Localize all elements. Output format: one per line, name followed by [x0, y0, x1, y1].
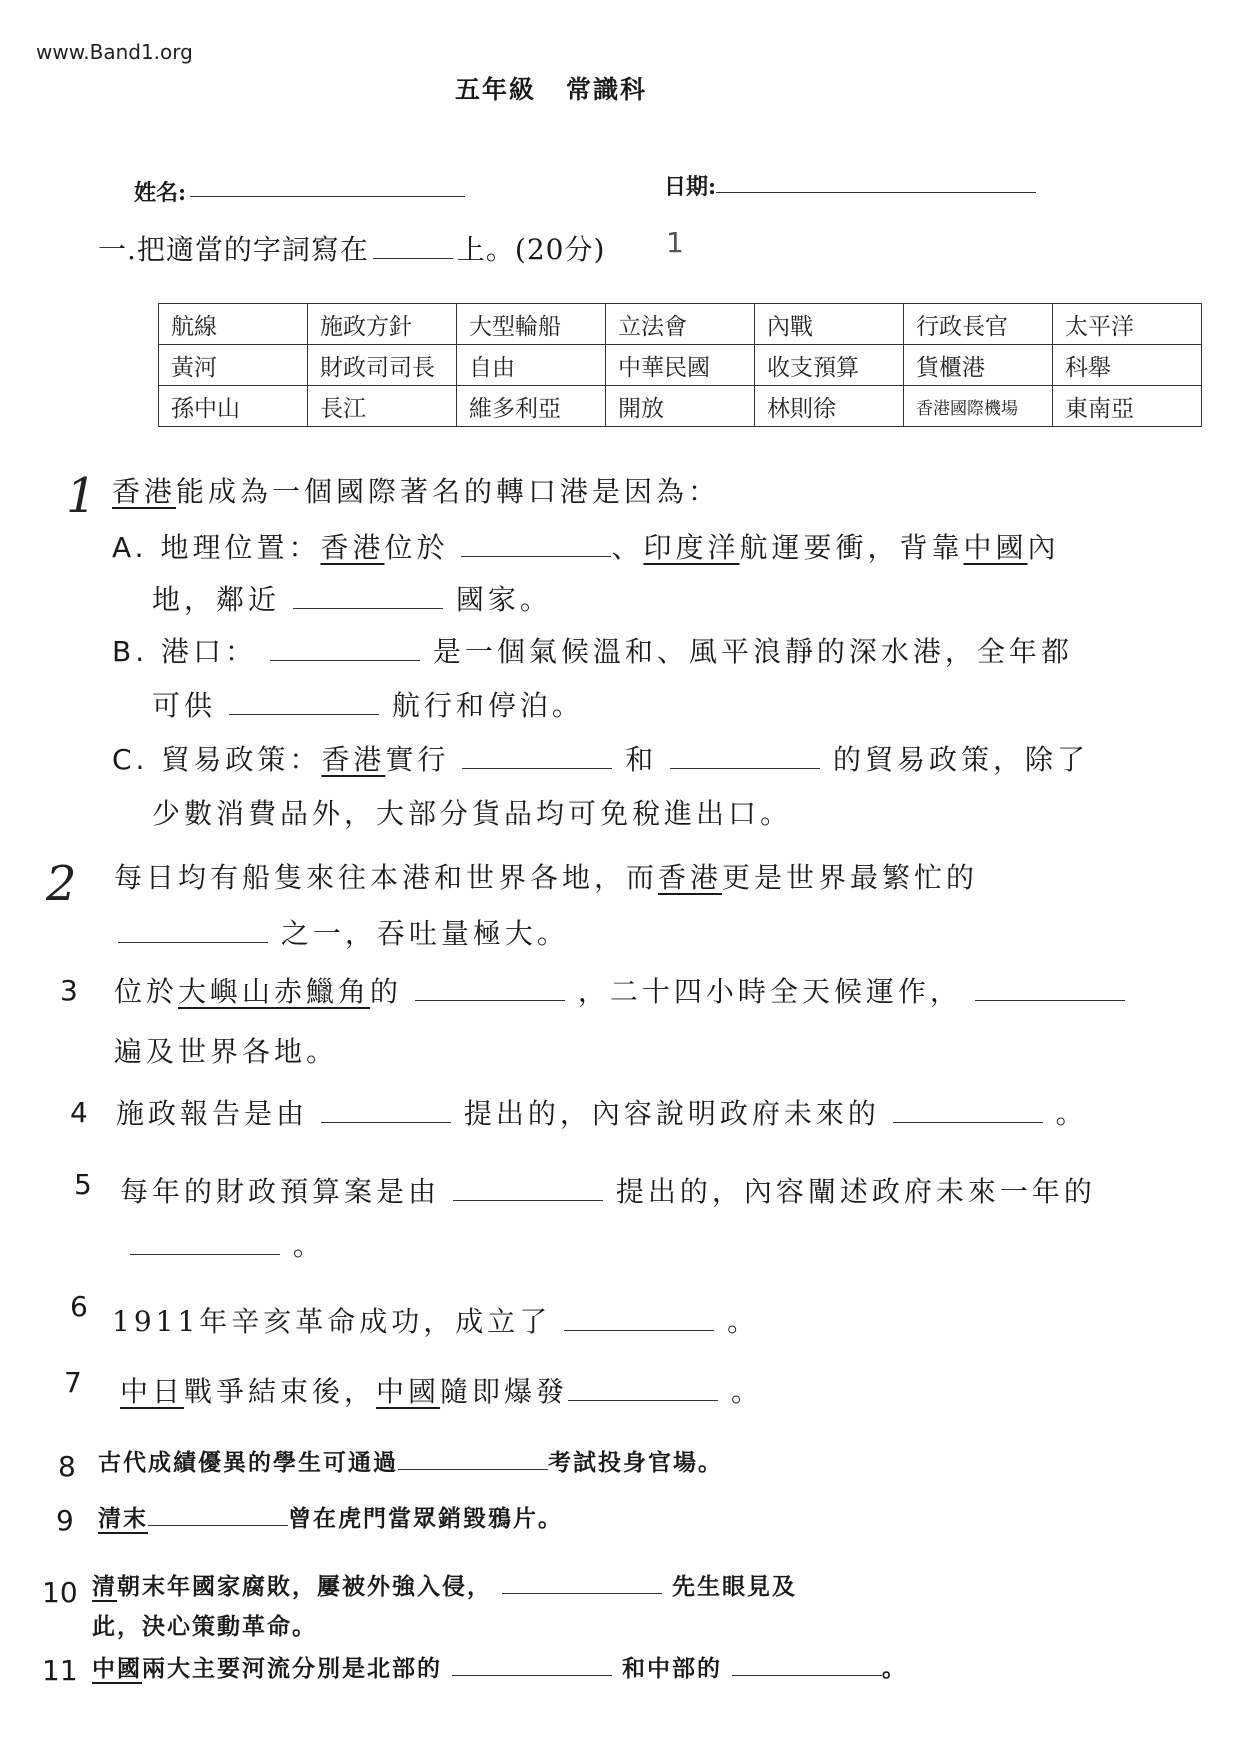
- question-8-line: 古代成績優異的學生可通過 考試投身官場。: [98, 1449, 723, 1476]
- word-cell: 收支預算: [755, 345, 904, 386]
- answer-blank[interactable]: [670, 740, 820, 769]
- word-cell: 財政司司長: [308, 345, 457, 386]
- answer-blank[interactable]: [453, 1172, 603, 1201]
- question-6-number: 6: [70, 1290, 88, 1323]
- answer-blank[interactable]: [229, 686, 379, 715]
- name-field[interactable]: [190, 196, 465, 197]
- table-row: [159, 386, 1202, 427]
- question-8-number: 8: [58, 1450, 76, 1483]
- question-4-line: 施政報告是由 提出的，內容說明政府未來的 。: [116, 1092, 1088, 1132]
- word-cell: 自由: [457, 345, 606, 386]
- answer-blank[interactable]: [293, 580, 443, 609]
- question-1a-line1: A. 地理位置：香港位於 、印度洋航運要衝，背靠中國內: [112, 526, 1060, 566]
- question-10-number: 10: [42, 1576, 78, 1609]
- word-cell: 貨櫃港: [904, 345, 1053, 386]
- question-5-line2: 。: [130, 1224, 325, 1264]
- date-label: 日期:: [664, 174, 717, 200]
- word-cell: 長江: [308, 386, 457, 427]
- question-10-line1: 清朝末年國家腐敗，屢被外強入侵， 先生眼見及: [92, 1573, 798, 1600]
- table-row: [159, 304, 1202, 345]
- answer-blank[interactable]: [130, 1226, 280, 1255]
- page-title: [455, 70, 647, 106]
- answer-blank[interactable]: [321, 1094, 451, 1123]
- word-cell: 東南亞: [1053, 386, 1202, 427]
- date-field[interactable]: [716, 192, 1036, 193]
- question-1a-line2: 地，鄰近 國家。: [152, 578, 552, 618]
- word-cell: 黃河: [159, 345, 308, 386]
- answer-blank[interactable]: [462, 740, 612, 769]
- question-1-mark: 1: [66, 468, 97, 524]
- word-cell: 太平洋: [1053, 304, 1202, 345]
- question-5-number: 5: [74, 1168, 92, 1201]
- word-cell: 大型輪船: [457, 304, 606, 345]
- word-cell: 立法會: [606, 304, 755, 345]
- question-1b-line1: B. 港口： 是一個氣候溫和、風平浪靜的深水港，全年都: [112, 630, 1073, 670]
- answer-blank[interactable]: [461, 528, 611, 557]
- question-3-line2: 遍及世界各地。: [114, 1035, 339, 1068]
- word-cell: 中華民國: [606, 345, 755, 386]
- answer-blank[interactable]: [452, 1653, 612, 1676]
- word-cell: 航線: [159, 304, 308, 345]
- grade-label: 五年級: [455, 75, 537, 104]
- word-cell: 開放: [606, 386, 755, 427]
- subject-label: 常識科: [566, 75, 648, 104]
- site-watermark: www.Band1.org: [36, 40, 193, 64]
- question-5-line1: 每年的財政預算案是由 提出的，內容闡述政府未來一年的: [120, 1170, 1096, 1210]
- question-6-line: 1911年辛亥革命成功，成立了 。: [112, 1300, 759, 1340]
- answer-blank[interactable]: [502, 1571, 662, 1594]
- question-3-number: 3: [60, 974, 78, 1007]
- question-1-intro: 香港能成為一個國際著名的轉口港是因為：: [112, 475, 721, 508]
- word-cell: 內戰: [755, 304, 904, 345]
- score-mark: 1: [666, 226, 684, 259]
- question-9-number: 9: [56, 1504, 74, 1537]
- answer-blank[interactable]: [975, 972, 1125, 1001]
- answer-blank[interactable]: [118, 914, 268, 943]
- word-cell: 施政方針: [308, 304, 457, 345]
- answer-blank[interactable]: [415, 972, 565, 1001]
- name-label: 姓名:: [134, 180, 187, 206]
- word-cell: 行政長官: [904, 304, 1053, 345]
- word-bank-table: [158, 303, 1202, 427]
- answer-blank[interactable]: [270, 632, 420, 661]
- question-1b-line2: 可供 航行和停泊。: [152, 684, 584, 724]
- sample-blank: [373, 234, 453, 259]
- answer-blank[interactable]: [568, 1372, 718, 1401]
- question-1c-line1: C. 貿易政策：香港實行 和 的貿易政策，除了: [112, 738, 1089, 778]
- question-1c-line2: 少數消費品外，大部分貨品均可免稅進出口。: [152, 797, 793, 830]
- answer-blank[interactable]: [148, 1503, 288, 1526]
- answer-blank[interactable]: [564, 1302, 714, 1331]
- question-11-line: 中國兩大主要河流分別是北部的 和中部的 。: [92, 1655, 908, 1682]
- section-heading: 一.把適當的字詞寫在 上。(20分): [98, 233, 606, 266]
- question-7-line: 中日戰爭結束後，中國隨即爆發 。: [120, 1370, 763, 1410]
- question-2-mark: 2: [46, 856, 77, 912]
- answer-blank[interactable]: [398, 1447, 548, 1470]
- question-7-number: 7: [64, 1366, 82, 1399]
- question-9-line: 清末 曾在虎門當眾銷毀鴉片。: [98, 1505, 563, 1532]
- answer-blank[interactable]: [732, 1653, 882, 1676]
- word-cell: 維多利亞: [457, 386, 606, 427]
- question-2-line2: 之一，吞吐量極大。: [118, 912, 569, 952]
- answer-blank[interactable]: [893, 1094, 1043, 1123]
- word-cell: 林則徐: [755, 386, 904, 427]
- word-cell: 科舉: [1053, 345, 1202, 386]
- question-10-line2: 此，決心策動革命。: [92, 1613, 317, 1640]
- word-cell: 孫中山: [159, 386, 308, 427]
- table-row: [159, 345, 1202, 386]
- question-3-line1: 位於大嶼山赤鱲角的 ，二十四小時全天候運作，: [114, 970, 1125, 1010]
- question-2-line1: 每日均有船隻來往本港和世界各地，而香港更是世界最繁忙的: [114, 861, 979, 894]
- question-4-number: 4: [70, 1096, 88, 1129]
- question-11-number: 11: [42, 1654, 78, 1687]
- word-cell: 香港國際機場: [904, 386, 1053, 427]
